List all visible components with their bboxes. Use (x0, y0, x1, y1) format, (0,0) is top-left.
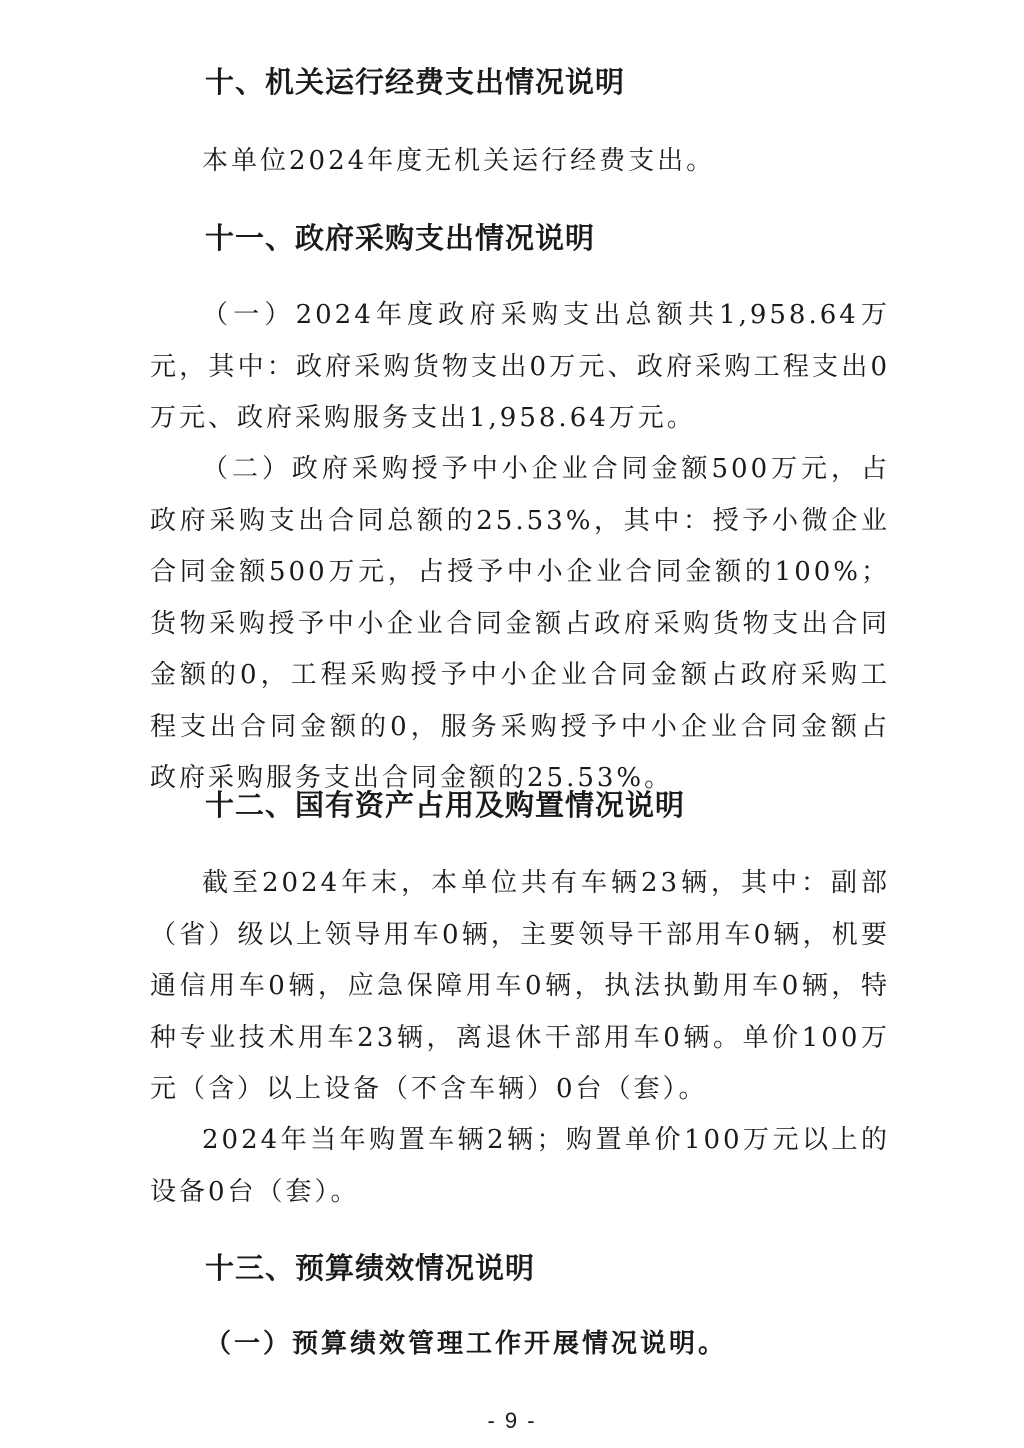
section-13-heading: 十三、预算绩效情况说明 (205, 1251, 536, 1285)
section-13-subheading-1: （一）预算绩效管理工作开展情况说明。 (205, 1329, 728, 1359)
section-12-heading: 十二、国有资产占用及购置情况说明 (205, 788, 686, 822)
section-12-paragraph-1: 截至2024年末，本单位共有车辆23辆，其中：副部（省）级以上领导用车0辆，主要领导干部用车0辆，机要通信用车0辆，应急保障用车0辆，执法执勤用车0辆，特种专业技术用车23辆，离退休干部用车0辆。单价100万元（含）以上设备（不含车辆）0台（套）。 (150, 868, 890, 1104)
section-10-heading: 十、机关运行经费支出情况说明 (205, 65, 626, 99)
section-10-paragraph: 本单位2024年度无机关运行经费支出。 (202, 146, 716, 176)
section-11-heading: 十一、政府采购支出情况说明 (205, 221, 596, 255)
section-11-paragraph-2: （二）政府采购授予中小企业合同金额500万元，占政府采购支出合同总额的25.53%，其中：授予小微企业合同金额500万元，占授予中小企业合同金额的100%；货物采购授予中小企业合同金额占政府采购货物支出合同金额的0，工程采购授予中小企业合同金额占政府采购工程支出合同金额的0，服务采购授予中小企业合同金额占政府采购服务支出合同金额的25.53%。 (150, 454, 890, 793)
section-12-paragraph-2: 2024年当年购置车辆2辆；购置单价100万元以上的设备0台（套）。 (150, 1125, 890, 1207)
page-number: - 9 - (487, 1408, 537, 1433)
section-11-paragraph-1: （一）2024年度政府采购支出总额共1,958.64万元，其中：政府采购货物支出0万元、政府采购工程支出0万元、政府采购服务支出1,958.64万元。 (150, 300, 890, 433)
